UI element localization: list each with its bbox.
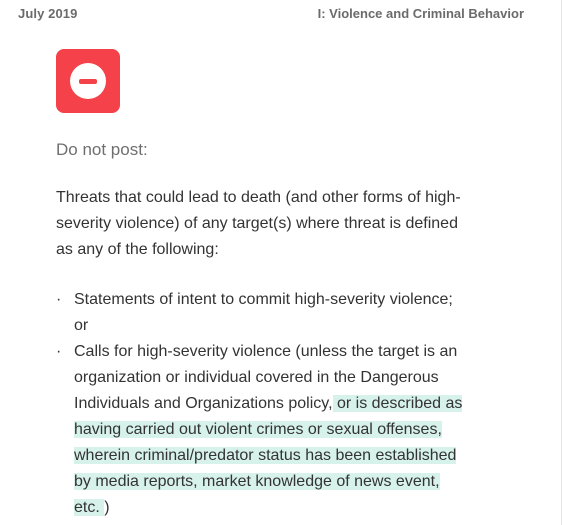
- intro-line: as any of the following:: [56, 241, 219, 258]
- list-item: [56, 287, 546, 339]
- list-item-line: [74, 339, 546, 365]
- stop-icon-bar: [79, 79, 97, 84]
- bullet-dot: ·: [56, 291, 62, 308]
- bullet-dot: ·: [56, 343, 62, 360]
- list-item-line: or: [74, 317, 89, 334]
- highlighted-text: etc.: [74, 499, 105, 516]
- stop-icon-circle: [70, 63, 106, 99]
- list-item-line: [74, 365, 546, 391]
- list-item-text: Calls for high-severity violence (unless the target is an: [74, 343, 458, 360]
- intro-paragraph: [56, 185, 526, 263]
- list-item-text: Individuals and Organizations policy,: [74, 395, 333, 412]
- list-item-line: [74, 443, 546, 469]
- header-date: July 2019: [18, 6, 78, 21]
- list-item-text: ): [104, 499, 110, 516]
- highlighted-text: by media reports, market knowledge of news event,: [74, 473, 440, 490]
- list-item-line: [74, 391, 546, 417]
- list-item-line: Statements of intent to commit high-severity violence;: [74, 291, 453, 308]
- intro-line: Threats that could lead to death (and other forms of high-: [56, 189, 461, 206]
- intro-line: severity violence) of any target(s) where threat is defined: [56, 215, 458, 232]
- stop-icon: [56, 49, 120, 113]
- prohibited-list: [56, 287, 546, 521]
- list-item-text: organization or individual covered in the Dangerous: [74, 369, 439, 386]
- header-section-title: I: Violence and Criminal Behavior: [317, 6, 524, 21]
- highlighted-text: wherein criminal/predator status has been established: [74, 447, 457, 464]
- list-item-line: [74, 495, 546, 521]
- list-item: [56, 339, 546, 521]
- list-item-line: [74, 417, 546, 443]
- do-not-post-heading: Do not post:: [56, 140, 148, 159]
- highlighted-text: having carried out violent crimes or sexual offenses,: [74, 421, 442, 438]
- highlighted-text: or is described as: [332, 395, 463, 412]
- list-item-line: [74, 469, 546, 495]
